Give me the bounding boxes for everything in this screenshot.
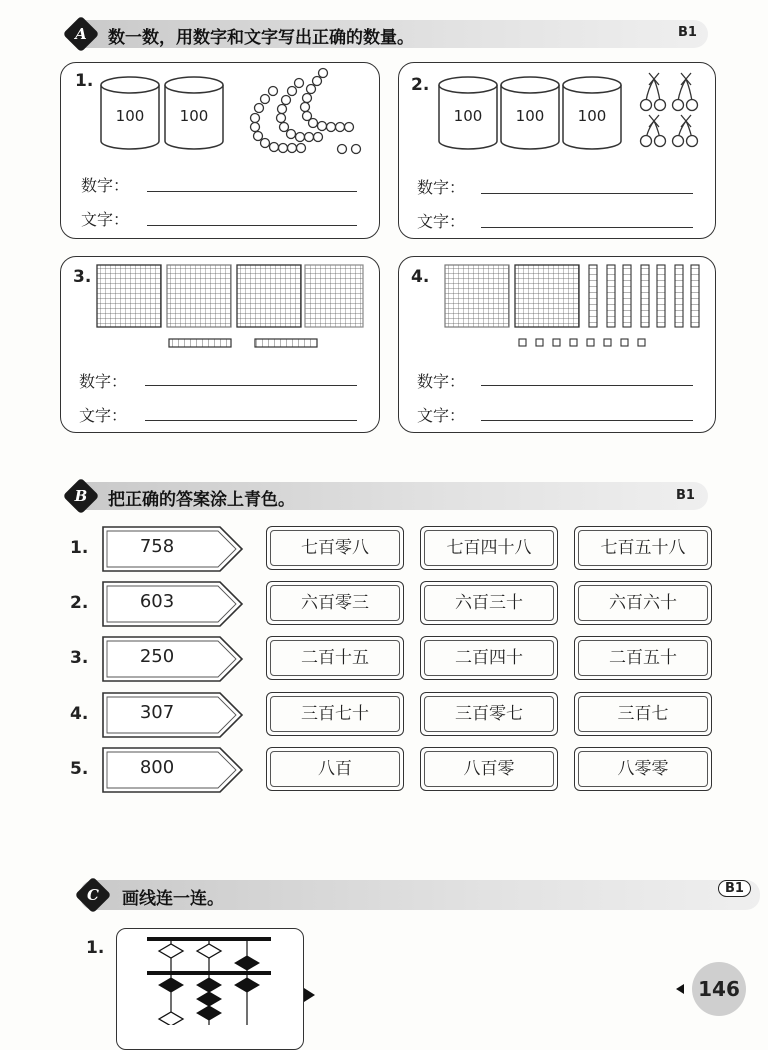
arrow-marker-icon <box>304 988 315 1002</box>
word-label: 文字： <box>417 406 466 425</box>
answer-option[interactable]: 三百七 <box>574 692 712 736</box>
bead-strings-icon <box>229 65 369 165</box>
answer-option[interactable]: 七百五十八 <box>574 526 712 570</box>
word-answer-line[interactable] <box>147 225 357 226</box>
number-answer-line[interactable] <box>481 193 693 194</box>
answer-option[interactable]: 八百零 <box>420 747 558 791</box>
answer-option[interactable]: 三百七十 <box>266 692 404 736</box>
number-answer-line[interactable] <box>147 191 357 192</box>
word-label: 文字： <box>79 406 128 425</box>
answer-option[interactable]: 二百五十 <box>574 636 712 680</box>
section-c-title: 画线连一连。 <box>122 889 224 909</box>
number-value: 758 <box>139 536 175 557</box>
row-number: 3. <box>70 648 89 668</box>
number-value: 307 <box>139 702 175 723</box>
section-a-title: 数一数，用数字和文字写出正确的数量。 <box>108 28 414 48</box>
question-number: 3. <box>73 267 92 287</box>
page-arrow-icon <box>676 984 684 994</box>
word-answer-line[interactable] <box>145 420 357 421</box>
number-tag <box>102 746 242 790</box>
number-value: 250 <box>139 646 175 667</box>
cylinder-label: 100 <box>453 107 483 125</box>
number-tag <box>102 580 242 624</box>
row-number: 1. <box>70 538 89 558</box>
number-label: 数字： <box>81 176 130 195</box>
cylinder-label: 100 <box>115 107 145 125</box>
base-ten-blocks-icon <box>443 263 713 355</box>
cylinder-label: 100 <box>179 107 209 125</box>
answer-option[interactable]: 六百六十 <box>574 581 712 625</box>
question-box-a1 <box>60 62 380 239</box>
cylinder-label: 100 <box>577 107 607 125</box>
answer-option[interactable]: 六百零三 <box>266 581 404 625</box>
number-answer-line[interactable] <box>145 385 357 386</box>
number-tag <box>102 635 242 679</box>
answer-option[interactable]: 二百四十 <box>420 636 558 680</box>
answer-option[interactable]: 七百四十八 <box>420 526 558 570</box>
row-number: 5. <box>70 759 89 779</box>
question-number: 1. <box>75 71 94 91</box>
section-b-level: B1 <box>676 488 695 503</box>
word-label: 文字： <box>417 212 466 231</box>
word-answer-line[interactable] <box>481 420 693 421</box>
number-value: 800 <box>139 757 175 778</box>
cherries-icon <box>639 69 709 149</box>
number-tag <box>102 691 242 735</box>
section-a-level: B1 <box>678 25 697 40</box>
number-label: 数字： <box>417 372 466 391</box>
section-c-letter: C <box>87 886 99 904</box>
word-label: 文字： <box>81 210 130 229</box>
number-answer-line[interactable] <box>481 385 693 386</box>
row-number: 4. <box>70 704 89 724</box>
answer-option[interactable]: 八零零 <box>574 747 712 791</box>
answer-option[interactable]: 三百零七 <box>420 692 558 736</box>
question-box-a3 <box>60 256 380 433</box>
number-label: 数字： <box>79 372 128 391</box>
number-value: 603 <box>139 591 175 612</box>
section-b-title: 把正确的答案涂上青色。 <box>108 490 295 510</box>
question-number: 1. <box>86 938 105 958</box>
abacus-icon <box>141 933 281 1025</box>
section-b-letter: B <box>74 487 88 505</box>
section-c-level: B1 <box>718 880 751 897</box>
number-label: 数字： <box>417 178 466 197</box>
question-number: 4. <box>411 267 430 287</box>
question-number: 2. <box>411 75 430 95</box>
page-number: 146 <box>692 962 746 1016</box>
section-a-letter: A <box>75 25 87 43</box>
question-box-a4 <box>398 256 716 433</box>
cylinder-label: 100 <box>515 107 545 125</box>
base-ten-blocks-icon <box>95 263 365 353</box>
word-answer-line[interactable] <box>481 227 693 228</box>
answer-option[interactable]: 二百十五 <box>266 636 404 680</box>
row-number: 2. <box>70 593 89 613</box>
answer-option[interactable]: 八百 <box>266 747 404 791</box>
question-box-a2 <box>398 62 716 239</box>
answer-option[interactable]: 七百零八 <box>266 526 404 570</box>
abacus-box <box>116 928 304 1050</box>
number-tag <box>102 525 242 569</box>
answer-option[interactable]: 六百三十 <box>420 581 558 625</box>
